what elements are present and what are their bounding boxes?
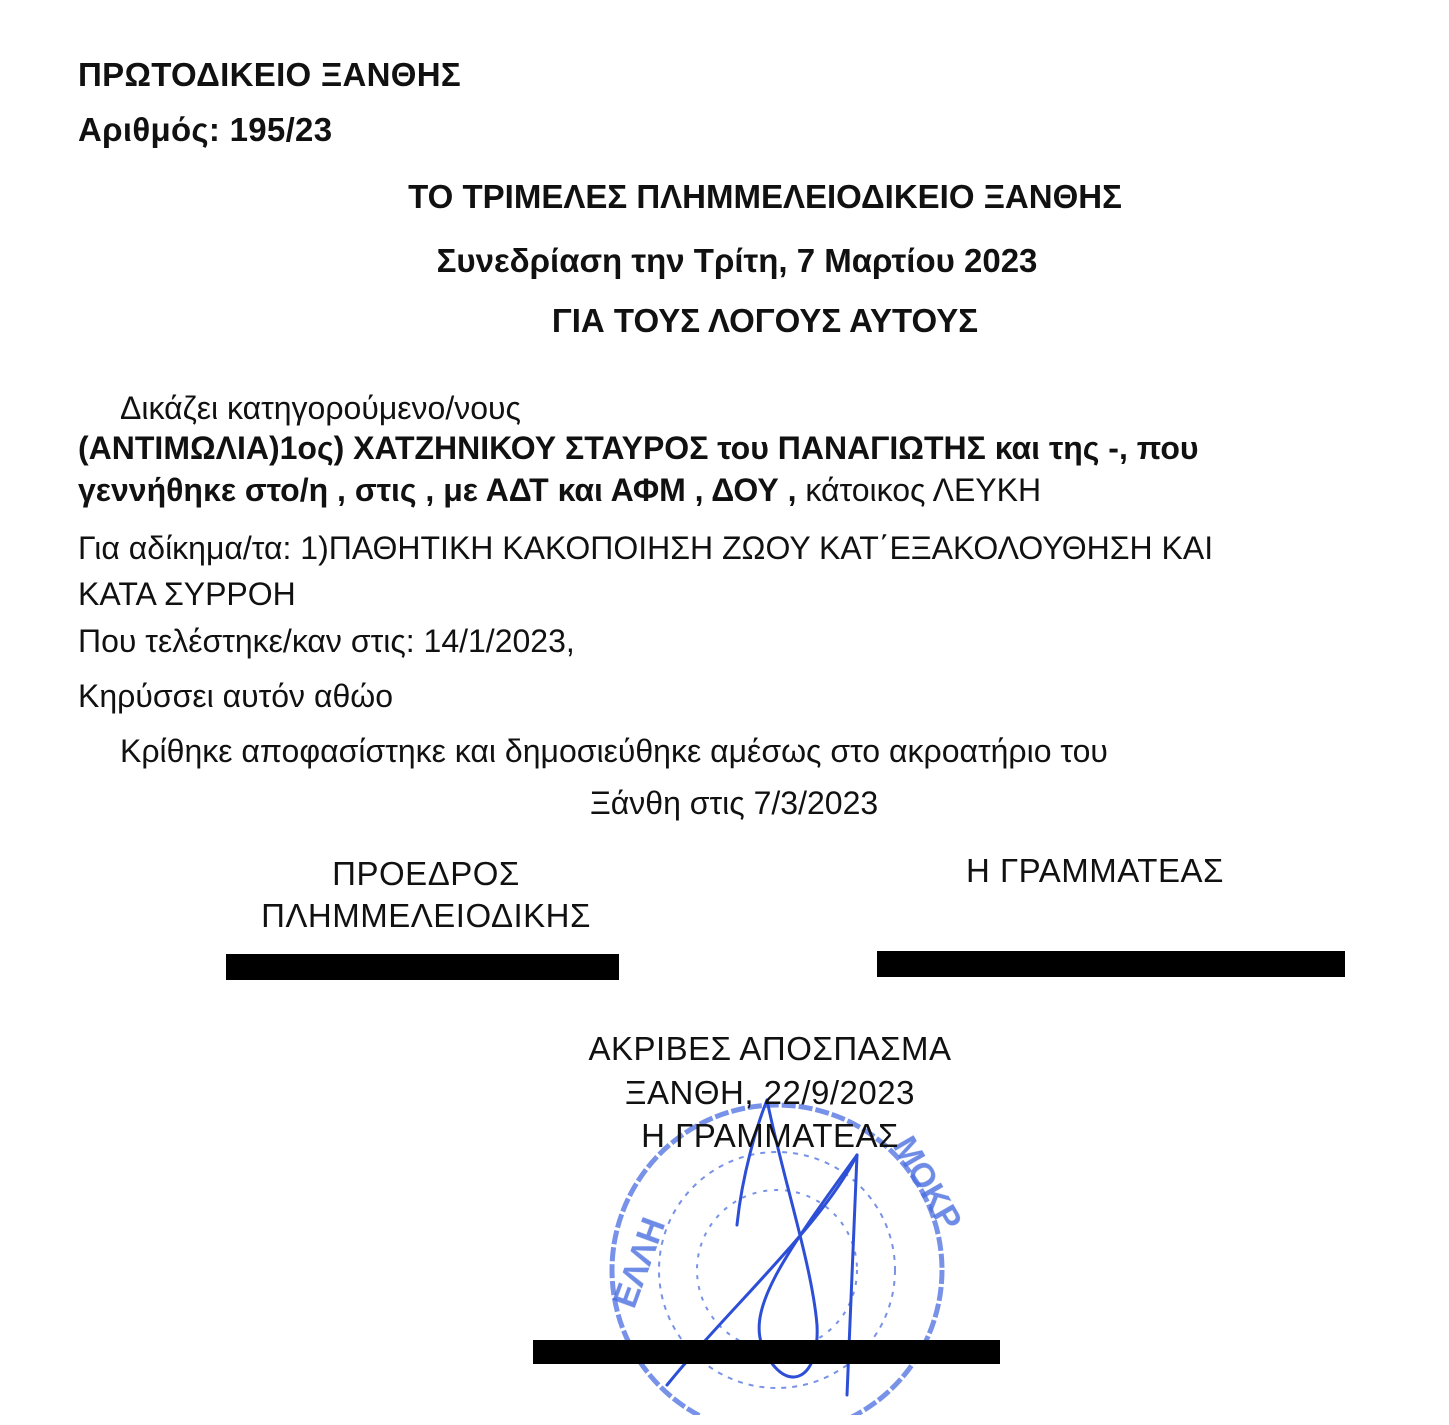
president-title-1: ΠΡΟΕΔΡΟΣ [332,855,520,892]
place-date: Ξάνθη στις 7/3/2023 [590,785,879,821]
committed-date: Που τελέστηκε/καν στις: 14/1/2023, [78,623,575,659]
offense-line-2: ΚΑΤΑ ΣΥΡΡΟΗ [78,576,296,612]
published-line: Κρίθηκε αποφασίστηκε και δημοσιεύθηκε αμέσως στο ακροατήριο του [120,733,1108,769]
offense-line-1: Για αδίκημα/τα: 1)ΠΑΘΗΤΙΚΗ ΚΑΚΟΠΟΙΗΣΗ ΖΩΟΥ ΚΑΤ΄ΕΞΑΚΟΛΟΥΘΗΣΗ ΚΑΙ [78,530,1214,566]
defendant-line-2 [78,472,1041,509]
court-name: ΠΡΩΤΟΔΙΚΕΙΟ ΞΑΝΘΗΣ [78,56,461,93]
redacted-secretary-name [877,951,1345,977]
session-text: Συνεδρίαση την Τρίτη, 7 Μαρτίου 2023 [436,242,1038,279]
defendant-details: γεννήθηκε στο/η , στις , με ΑΔΤ και ΑΦΜ , ΔΟΥ , [78,472,797,508]
defendant-line-1: (ΑΝΤΙΜΩΛΙΑ)1ος) ΧΑΤΖΗΝΙΚΟΥ ΣΤΑΥΡΟΣ του ΠΑΝΑΓΙΩΤΗΣ και της -, που [78,430,1199,466]
judges-line: Δικάζει κατηγορούμενο/νους [120,390,521,426]
certified-copy-secretary: Η ΓΡΑΜΜΑΤΕΑΣ [641,1117,899,1154]
verdict: Κηρύσσει αυτόν αθώο [78,678,394,714]
certified-copy-label: ΑΚΡΙΒΕΣ ΑΠΟΣΠΑΣΜΑ [588,1030,952,1067]
secretary-title: Η ΓΡΑΜΜΑΤΕΑΣ [966,852,1224,889]
tribunal-title [0,178,1449,216]
stamp-text-right: ΜΟΚΡ [885,1130,969,1238]
defendant-residence: κάτοικος ΛΕΥΚΗ [796,472,1042,508]
certified-copy-date: ΞΑΝΘΗ, 22/9/2023 [625,1074,915,1111]
redacted-president-name [226,954,619,980]
case-number: Αριθμός: 195/23 [78,111,333,148]
redacted-certifying-secretary-name [533,1340,1000,1364]
stamp-text-left: ΕΛΛΗ [605,1212,674,1313]
reasons-heading [0,302,1449,340]
president-title-2: ΠΛΗΜΜΕΛΕΙΟΔΙΚΗΣ [261,897,591,934]
tribunal-title-text: ΤΟ ΤΡΙΜΕΛΕΣ ΠΛΗΜΜΕΛΕΙΟΔΙΚΕΙΟ ΞΑΝΘΗΣ [408,178,1122,215]
reasons-text: ΓΙΑ ΤΟΥΣ ΛΟΓΟΥΣ ΑΥΤΟΥΣ [551,302,979,339]
session-line [0,242,1449,280]
